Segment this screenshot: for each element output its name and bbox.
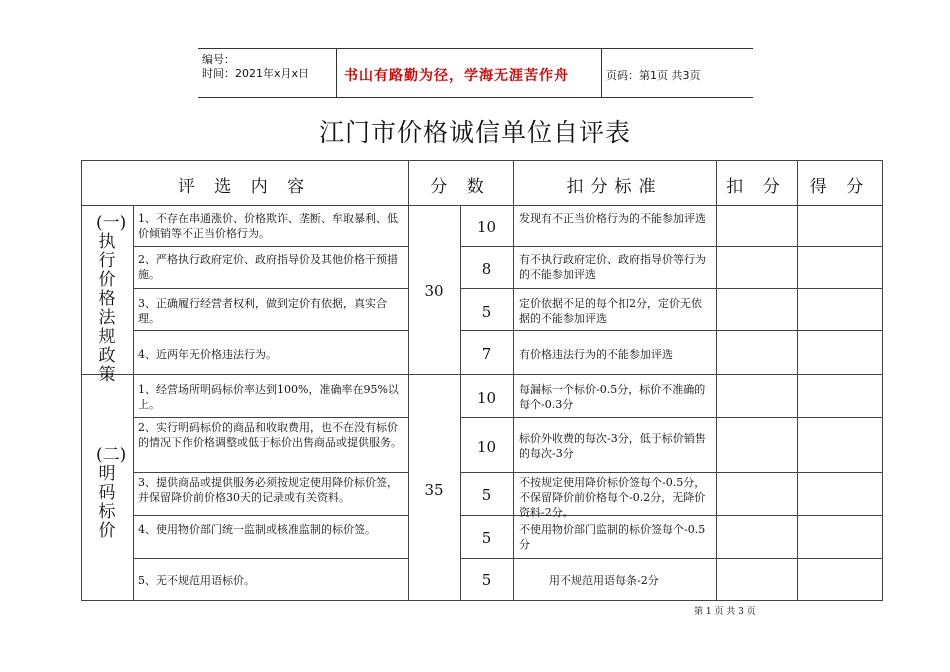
criterion-text: 1、经营场所明码标价率达到100%，准确率在95%以上。 bbox=[138, 383, 399, 411]
criterion-text: 3、正确履行经营者权利，做到定价有依据，真实合理。 bbox=[138, 297, 387, 325]
criterion-text: 4、近两年无价格违法行为。 bbox=[138, 348, 277, 361]
deduction-standard: 每漏标一个标价-0.5分，标价不准确的每个-0.3分 bbox=[519, 383, 706, 411]
deduction-standard: 不使用物价部门监制的标价签每个-0.5分 bbox=[519, 523, 706, 551]
row-score: 5 bbox=[481, 303, 492, 321]
document-header bbox=[198, 48, 753, 98]
row-score: 5 bbox=[481, 571, 492, 589]
header-content: 评 选 内 容 bbox=[177, 177, 312, 197]
header-score: 分 数 bbox=[430, 177, 491, 197]
section-label: (二)明码标价 bbox=[96, 445, 127, 541]
criterion-text: 3、提供商品或提供服务必须按规定使用降价标价签，并保留降价前价格30天的记录或有关资料。 bbox=[138, 476, 398, 504]
doc-time: 时间：2021年x月x日 bbox=[202, 67, 310, 80]
row-score: 7 bbox=[481, 345, 492, 363]
header-divider bbox=[601, 49, 602, 97]
row-score: 10 bbox=[476, 389, 497, 407]
criterion-text: 5、无不规范用语标价。 bbox=[138, 574, 255, 587]
section-total: 35 bbox=[424, 481, 444, 499]
deduction-standard: 用不规范用语每条-2分 bbox=[549, 574, 659, 587]
criterion-text: 1、不存在串通涨价、价格欺诈、垄断、牟取暴利、低价倾销等不正当价格行为。 bbox=[138, 212, 398, 240]
page-title: 江门市价格诚信单位自评表 bbox=[318, 118, 631, 147]
criterion-text: 4、使用物价部门统一监制或核准监制的标价签。 bbox=[138, 523, 376, 536]
header-final-score: 得 分 bbox=[809, 177, 871, 197]
deduction-standard: 有不执行政府定价、政府指导价等行为的不能参加评选 bbox=[519, 253, 706, 281]
row-score: 8 bbox=[481, 260, 492, 278]
criterion-text: 2、实行明码标价的商品和收取费用，也不在没有标价的情况下作价格调整或低于标价出售商品或提供服务。 bbox=[138, 421, 402, 449]
section-total: 30 bbox=[424, 282, 444, 300]
deduction-standard: 定价依据不足的每个扣2分，定价无依据的不能参加评选 bbox=[519, 297, 702, 325]
header-deduction-standard: 扣分标准 bbox=[566, 177, 663, 197]
row-score: 10 bbox=[476, 438, 497, 456]
section-label: (一)执行价格法规政策 bbox=[96, 213, 127, 385]
deduction-standard: 发现有不正当价格行为的不能参加评选 bbox=[519, 212, 706, 225]
row-score: 5 bbox=[481, 486, 492, 504]
motto: 书山有路勤为径，学海无涯苦作舟 bbox=[344, 68, 569, 84]
deduction-standard: 标价外收费的每次-3分，低于标价销售的每次-3分 bbox=[519, 432, 706, 460]
criterion-text: 2、严格执行政府定价、政府指导价及其他价格干预措施。 bbox=[138, 253, 398, 281]
header-deduction: 扣 分 bbox=[726, 177, 787, 197]
page-footer: 第 1 页 共 3 页 bbox=[694, 607, 756, 617]
deduction-standard: 不按规定使用降价标价签每个-0.5分，不保留降价前价格每个-0.2分，无降价资料-2分。 bbox=[519, 476, 706, 519]
header-divider bbox=[336, 49, 337, 97]
row-score: 5 bbox=[481, 529, 492, 547]
doc-number: 编号： bbox=[202, 53, 235, 66]
row-score: 10 bbox=[476, 218, 497, 236]
deduction-standard: 有价格违法行为的不能参加评选 bbox=[519, 348, 673, 361]
page-indicator: 页码：第1页 共3页 bbox=[606, 69, 701, 82]
